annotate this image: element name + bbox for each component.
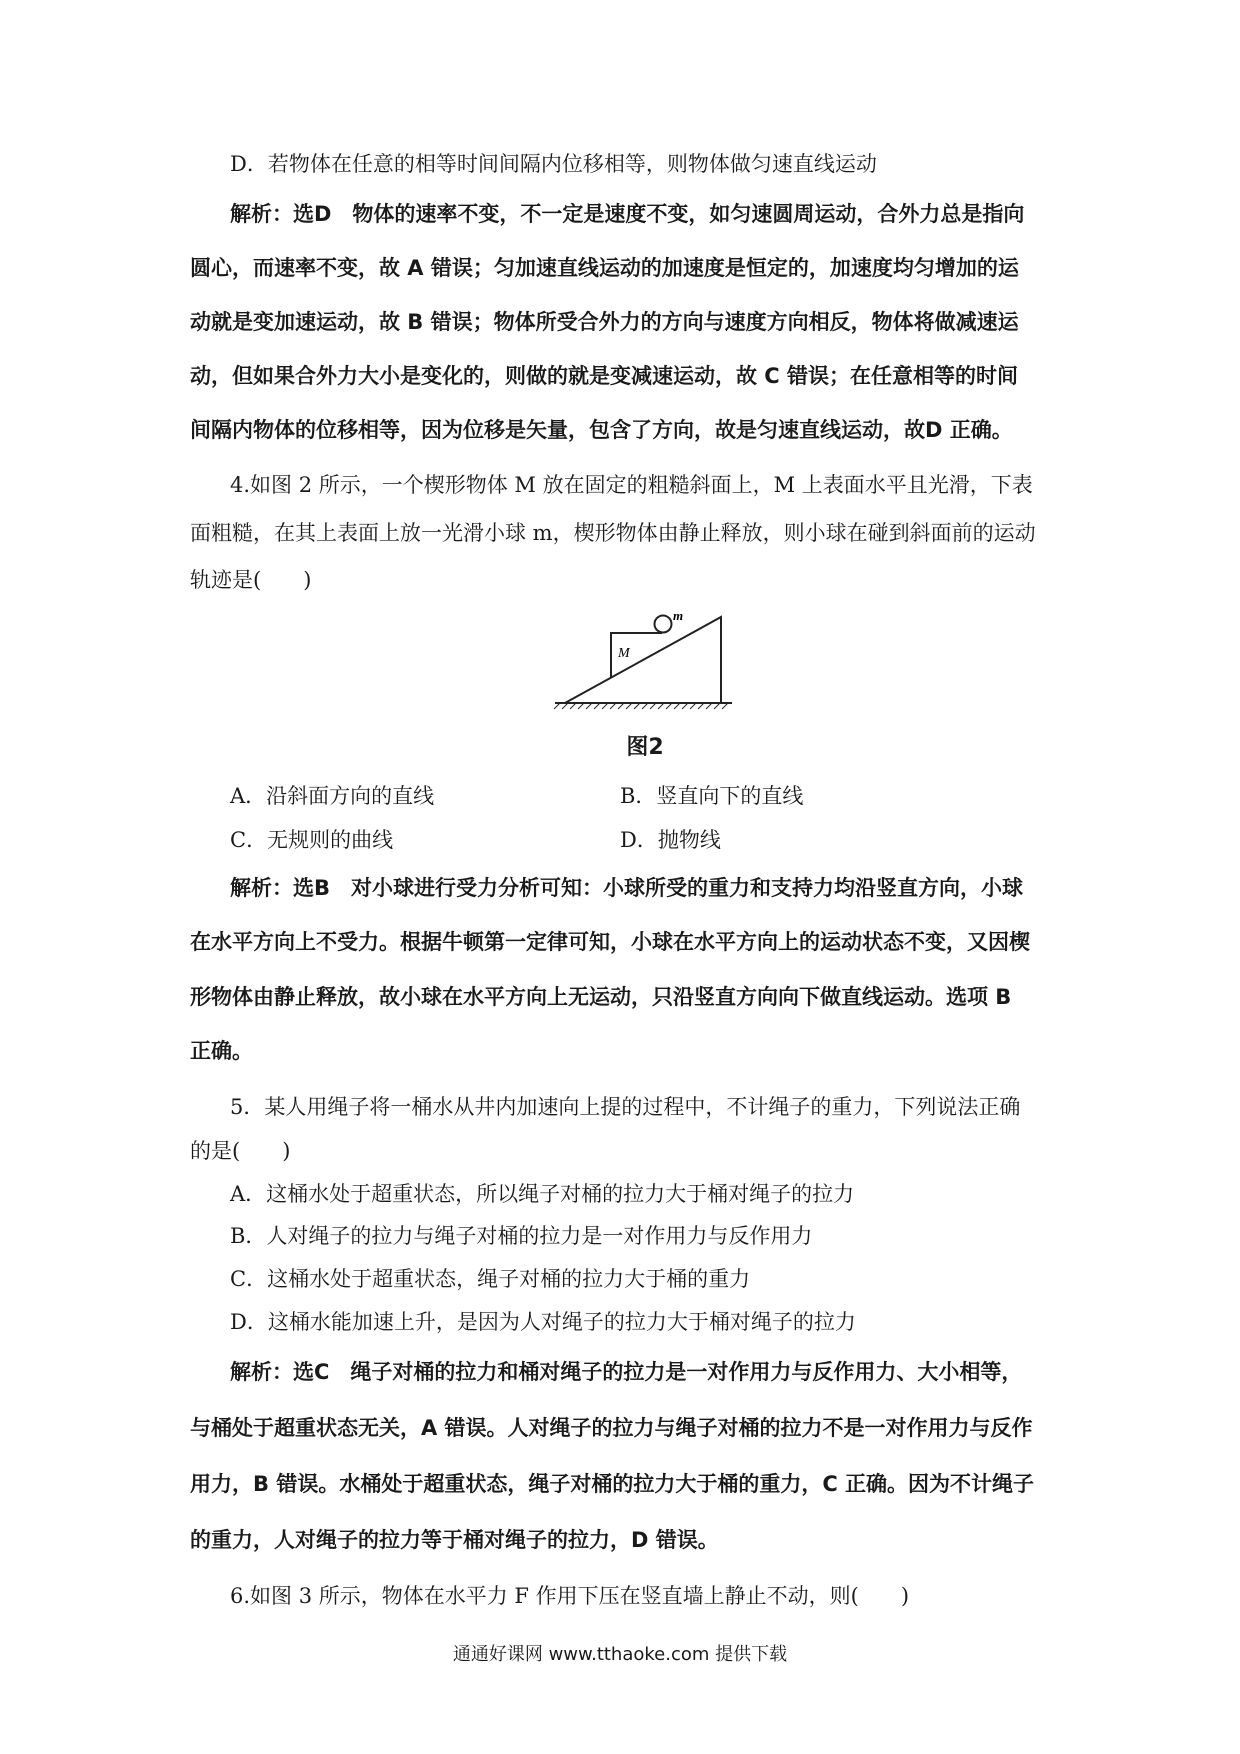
q4-line3: 轨迹是( ) — [190, 568, 312, 592]
answer3-line2: 圆心，而速率不变，故 A 错误；匀加速直线运动的加速度是恒定的，加速度均匀增加的运 — [190, 256, 1019, 280]
q4-option-a: A．沿斜面方向的直线 — [230, 784, 435, 808]
answer5-line3: 用力，B 错误。水桶处于超重状态，绳子对桶的拉力大于桶的重力，C 正确。因为不计绳子 — [190, 1472, 1035, 1496]
answer5-line4: 的重力，人对绳子的拉力等于桶对绳子的拉力，D 错误。 — [190, 1528, 719, 1552]
answer3-line3: 动就是变加速运动，故 B 错误；物体所受合外力的方向与速度方向相反，物体将做减速运 — [190, 310, 1019, 334]
answer3-line5: 间隔内物体的位移相等，因为位移是矢量，包含了方向，故是匀速直线运动，故D 正确。 — [190, 418, 1013, 442]
incline — [565, 617, 721, 703]
q4-option-c: C．无规则的曲线 — [230, 828, 394, 852]
q5-option-d: D．这桶水能加速上升，是因为人对绳子的拉力大于桶对绳子的拉力 — [230, 1310, 856, 1334]
q5-option-c: C．这桶水处于超重状态，绳子对桶的拉力大于桶的重力 — [230, 1267, 751, 1291]
answer3-line4: 动，但如果合外力大小是变化的，则做的就是变减速运动，故 C 错误；在任意相等的时间 — [190, 364, 1019, 388]
figure-2-diagram — [550, 600, 740, 715]
ball-m — [655, 616, 672, 633]
label-M: M — [618, 646, 630, 661]
answer3-line1: 解析：选D 物体的速率不变，不一定是速度不变，如匀速圆周运动，合外力总是指向 — [230, 202, 1025, 226]
answer4-line1: 解析：选B 对小球进行受力分析可知：小球所受的重力和支持力均沿竖直方向，小球 — [230, 876, 1024, 900]
q5-option-a: A．这桶水处于超重状态，所以绳子对桶的拉力大于桶对绳子的拉力 — [230, 1182, 855, 1206]
q4-option-d: D．抛物线 — [620, 828, 721, 852]
q4-line2: 面粗糙，在其上表面上放一光滑小球 m，楔形物体由静止释放，则小球在碰到斜面前的运动 — [190, 521, 1036, 545]
q5-line1: 5．某人用绳子将一桶水从井内加速向上提的过程中，不计绳子的重力，下列说法正确 — [230, 1095, 1021, 1119]
answer4-line3: 形物体由静止释放，故小球在水平方向上无运动，只沿竖直方向向下做直线运动。选项 B — [190, 985, 1012, 1009]
answer4-line2: 在水平方向上不受力。根据牛顿第一定律可知，小球在水平方向上的运动状态不变，又因楔 — [190, 930, 1030, 954]
page-footer: 通通好课网 www.tthaoke.com 提供下载 — [452, 1644, 788, 1665]
q3-option-d: D．若物体在任意的相等时间间隔内位移相等，则物体做匀速直线运动 — [230, 152, 877, 176]
q4-line1: 4.如图 2 所示，一个楔形物体 M 放在固定的粗糙斜面上，M 上表面水平且光滑，下表 — [230, 473, 1033, 497]
q5-line2: 的是( ) — [190, 1139, 291, 1163]
answer4-line4: 正确。 — [190, 1039, 253, 1063]
answer5-line2: 与桶处于超重状态无关，A 错误。人对绳子的拉力与绳子对桶的拉力不是一对作用力与反作 — [190, 1416, 1033, 1440]
q5-option-b: B．人对绳子的拉力与绳子对桶的拉力是一对作用力与反作用力 — [230, 1224, 813, 1248]
figure-2-caption: 图2 — [626, 735, 664, 760]
q6-line1: 6.如图 3 所示，物体在水平力 F 作用下压在竖直墙上静止不动，则( ) — [230, 1584, 910, 1608]
answer5-line1: 解析：选C 绳子对桶的拉力和桶对绳子的拉力是一对作用力与反作用力、大小相等， — [230, 1360, 1023, 1384]
label-m: m — [673, 608, 684, 623]
q4-option-b: B．竖直向下的直线 — [620, 784, 804, 808]
